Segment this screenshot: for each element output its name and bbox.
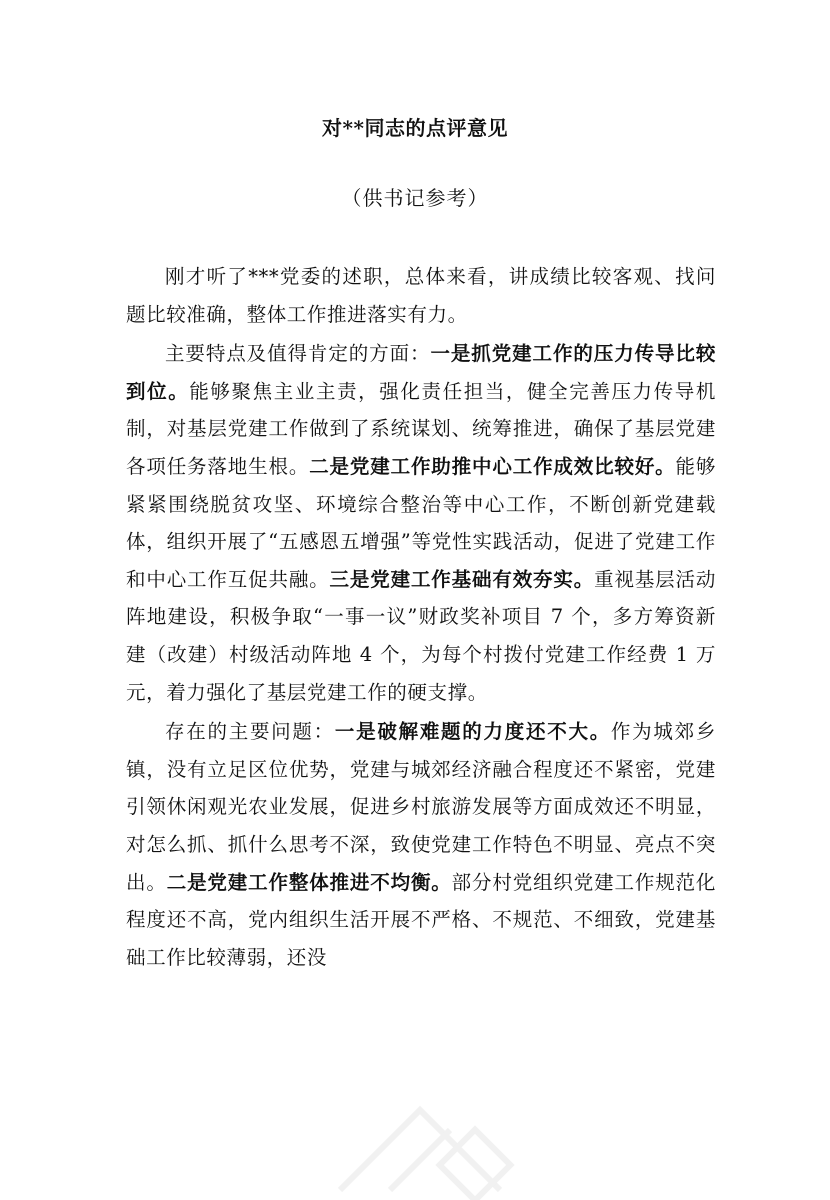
document-title: 对**同志的点评意见 [322, 116, 508, 140]
bold-point: 三是党建工作基础有效夯实。 [329, 567, 595, 591]
paragraph-problems [126, 713, 716, 976]
paragraph-text: 能够紧紧围绕脱贫攻坚、环境综合整治等中心工作，不断创新党建载体，组织开展了“五感恩五增强”等党性实践活动，促进了党建工作和中心工作互促共融。 [126, 454, 717, 591]
paragraph-text: 重视基层活动阵地建设，积极争取“一事一议”财政奖补项目 7 个，多方筹资新建（改建）村级活动阵地 4 个，为每个村拨付党建工作经费 1 万元，着力强化了基层党建工作的硬支撑。 [126, 567, 716, 704]
paragraph-text: 存在的主要问题： [165, 720, 335, 744]
paragraph-text: 部分村党组织党建工作规范化程度还不高，党内组织生活开展不严格、不规范、不细致，党建基础工作比较薄弱，还没 [126, 870, 717, 969]
watermark-icon [300, 1080, 560, 1200]
document-body [126, 258, 716, 978]
bold-point: 一是破解难题的力度还不大。 [334, 720, 611, 744]
paragraph-strengths [126, 335, 716, 711]
paragraph-text: 能够聚焦主业主责，强化责任担当，健全完善压力传导机制，对基层党建工作做到了系统谋划、统筹推进，确保了基层党建各项任务落地生根。 [126, 379, 716, 478]
paragraph-text: 作为城郊乡镇，没有立足区位优势，党建与城郊经济融合程度还不紧密，党建引领休闲观光农业发展，促进乡村旅游发展等方面成效还不明显，对怎么抓、抓什么思考不深，致使党建工作特色不明显、亮点不突出。 [126, 720, 716, 894]
bold-point: 二是党建工作助推中心工作成效比较好。 [309, 454, 676, 478]
paragraph-text: 刚才听了***党委的述职，总体来看，讲成绩比较客观、找问题比较准确，整体工作推进落实有力。 [126, 265, 716, 326]
document-subtitle: （供书记参考） [341, 186, 489, 210]
bold-point: 一是抓党建工作的压力传导比较到位。 [126, 342, 716, 403]
bold-point: 二是党建工作整体推进不均衡。 [166, 870, 452, 894]
paragraph-text: 主要特点及值得肯定的方面： [165, 342, 431, 366]
paragraph-intro [126, 258, 716, 333]
